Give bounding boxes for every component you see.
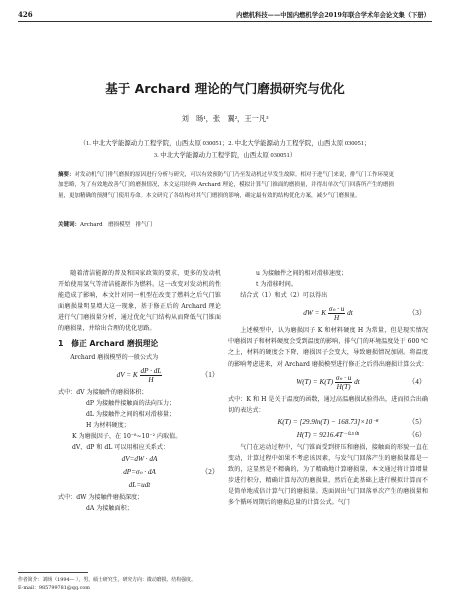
- right-column: [228, 268, 428, 508]
- footnote: [18, 576, 218, 592]
- model-paragraph: 上述模型中，认为磨损因子 K 和材料硬度 H 为常量，但是现实情况中磨损因子和材料硬度会受到温度的影响，排气门的环境温度处于 600 ℃之上，材料的硬度会下降，磨损因子会变大，导致磨损情况加剧。将温度的影响考虑进来，对 Archard 磨损模型进行修正之后得出磨损计算公式：: [228, 327, 428, 368]
- relation-eq: dV=dW · dA: [121, 455, 158, 464]
- eq3-tag: （3）: [408, 309, 426, 318]
- eq3-denominator: H: [334, 314, 340, 323]
- relation-eq: dP=σₙ · dA: [123, 468, 156, 477]
- eq6-tag: （6）: [408, 430, 426, 439]
- eq3-lhs: dW = K: [303, 309, 327, 318]
- eq1-denominator: H: [148, 375, 154, 384]
- model-intro: Archard 磨损模型的一般公式为: [70, 353, 159, 361]
- left-column: [58, 268, 221, 514]
- eq4-tag: （4）: [408, 377, 426, 386]
- eq3-numerator: σₙ · u: [328, 305, 345, 314]
- equation-2c: [58, 479, 221, 492]
- eq1-numerator: dP · dL: [140, 366, 162, 375]
- combine-text: 结合式（1）和式（2）可以得出: [240, 292, 328, 300]
- where-item: H 为材料硬度；: [86, 421, 130, 429]
- keywords-label: 关键词：: [58, 222, 81, 228]
- section-heading: 1 修正 Archard 磨损理论: [58, 338, 159, 348]
- where-item: K 为磨损因子，在 10⁻⁸~10⁻² 内取值。: [72, 433, 182, 441]
- eq1-fraction: [140, 367, 163, 384]
- cont-item: t 为滑移时间。: [256, 281, 297, 289]
- valve-paragraph: 气门在运动过程中，气门锥面受到挤压和磨损，接触面的形貌一直在变动，计算过程中如果不考虑该因素，与发气门回落产生的磨损量都是一致的，这显然是不精确的，为了精确地计算磨损量，本文通过将计算增量步进行积分，精确计算每次的磨损量，然后在此基础上进行模拟计算而不是简单地成倍计算气门的磨损量。迭面固出气门回落单次产生的磨损量和多个循环周期后的磨损总量的计算公式。气门: [228, 443, 428, 507]
- header-rule: [18, 21, 432, 22]
- eq1-tag: （1）: [201, 370, 219, 379]
- equation-1: [58, 363, 221, 387]
- eq3-fraction: [328, 305, 345, 322]
- affiliation-line: 3. 中北大学能源动力工程学院，山西太原 030051）: [153, 152, 297, 159]
- relation-eq: dL=udt: [128, 481, 151, 490]
- eq4-lhs: W(T) = K(T): [296, 377, 334, 386]
- where-item: dP 为接触件接触面的法向压力；: [86, 399, 176, 407]
- abstract-label: 摘要：: [58, 172, 75, 178]
- keywords-text: Archard 磨损模型 排气门: [80, 222, 153, 228]
- relation-intro: dV、dP 和 dL 可以用相应关系式：: [72, 444, 170, 452]
- affiliation-line: （1. 中北大学能源动力工程学院，山西太原 030051；2. 中北大学能源动力工程学院，山西太原 030051；: [79, 140, 371, 147]
- abstract: [58, 170, 394, 201]
- footnote-email[interactable]: E-mail：985799781@qq.com: [18, 585, 90, 591]
- keywords: [58, 220, 394, 228]
- eq4-numerator: σₙ · u: [335, 373, 352, 382]
- eq5-text: K(T) = [29.9ln(T) − 168.73]×10⁻⁸: [277, 417, 379, 426]
- eq1-lhs: dV = K: [116, 370, 138, 379]
- equation-2b: [58, 466, 221, 479]
- equation-6: [228, 429, 428, 442]
- eq4-denominator: H(T): [336, 382, 351, 391]
- running-header: 内燃机科技——中国内燃机学会2019年联合学术年会论文集（下册）: [236, 12, 430, 19]
- intro-paragraph: 随着清洁能源的普及和国家政策的要求，更多的发动机开始使用氢气等清洁能源作为燃料。这一改变对发动机的性能造成了影响，本文针对同一机型在改变了燃料之后气门锥面磨损量明显增大这一现象，基于修正后的 Archard 理论进行气门磨损量分析，通过优化气门结构从而降低气门锥面的磨损量，并给出合理的优化思路。: [58, 270, 221, 333]
- paper-title: 基于 Archard 理论的气门磨损研究与优化: [105, 81, 345, 96]
- abstract-text: 对发动机气门排气磨损的原因进行分析与研究，可以有效预防气门乃至发动机过早发生故障。相对于进气门来说，排气门工作环境更加恶略，为了有效地改善气门的磨损情况，本文运用经典 Archard 理论，模拟计算气门锥面的磨损量，并得出单次气门回落所产生的磨损量，更加精确的预测气门使用寿命。本文研究了各结构对其气门磨损的影响，确定最有效的结构优化方案，减少气门磨损量。: [58, 172, 394, 199]
- where-intro: 式中：dV 为接触件的磨损体积；: [58, 388, 148, 396]
- where-item: dL 为接触件之间的相对滑移量；: [86, 410, 176, 418]
- eq6-text: H(T) = 9216.4T⁻⁰·⁵⁰⁵: [296, 430, 360, 439]
- eq3-rhs: dt: [347, 309, 353, 318]
- authors: 刘 旸¹，张 翼²，王一凡³: [181, 114, 269, 123]
- eq5-tag: （5）: [408, 417, 426, 426]
- eq2-item: dA 为接触面积；: [86, 505, 133, 513]
- eq4-rhs: dt: [354, 377, 360, 386]
- equation-4: [228, 370, 428, 394]
- eq2-where: 式中：dW 为接触件磨损深度；: [58, 494, 144, 502]
- footnote-line: 作者简介：刘旸（1994— ），男，硕士研究生，研究方向：微动磨损、结构强度。: [18, 577, 196, 583]
- page-number: 426: [18, 10, 33, 19]
- equation-5: [228, 416, 428, 429]
- equation-3: [228, 301, 428, 325]
- eq4-fraction: [335, 374, 352, 391]
- equation-2a: [58, 453, 221, 466]
- eq2-tag: （2）: [201, 468, 219, 477]
- footnote-rule: [18, 572, 88, 573]
- fit-paragraph: 式中：K 和 H 是关于温度的函数，通过高温磨损试验得出，进而拟合出确切的表达式：: [228, 395, 428, 414]
- cont-item: u 为接触件之间的相对滑移速度；: [256, 270, 348, 277]
